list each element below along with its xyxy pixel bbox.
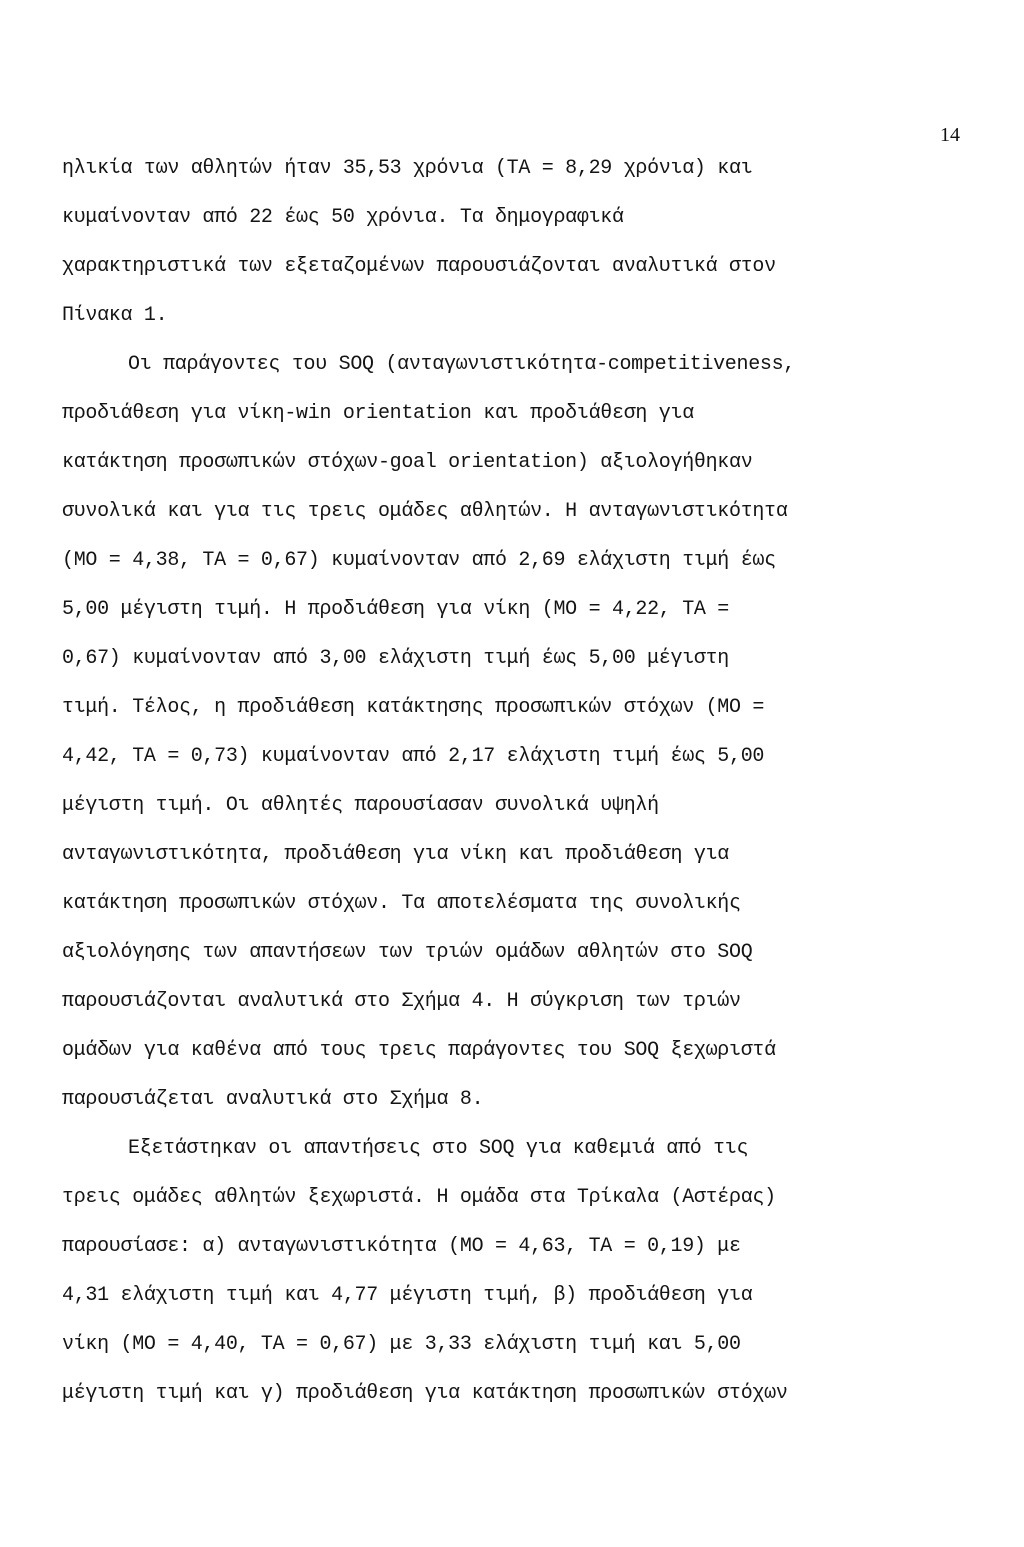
text-line: μέγιστη τιμή. Οι αθλητές παρουσίασαν συνολικά υψηλή bbox=[62, 794, 659, 817]
text-line: παρουσιάζονται αναλυτικά στο Σχήμα 4. Η σύγκριση των τριών bbox=[62, 990, 741, 1013]
text-line: παρουσιάζεται αναλυτικά στο Σχήμα 8. bbox=[62, 1088, 484, 1111]
text-line: Εξετάστηκαν οι απαντήσεις στο SOQ για καθεμιά από τις bbox=[128, 1137, 749, 1160]
text-line: 4,42, ΤΑ = 0,73) κυμαίνονταν από 2,17 ελάχιστη τιμή έως 5,00 bbox=[62, 745, 765, 768]
text-line: ομάδων για καθένα από τους τρεις παράγοντες του SOQ ξεχωριστά bbox=[62, 1039, 776, 1062]
text-line: 4,31 ελάχιστη τιμή και 4,77 μέγιστη τιμή, β) προδιάθεση για bbox=[62, 1284, 753, 1307]
text-line: κατάκτηση προσωπικών στόχων. Τα αποτελέσματα της συνολικής bbox=[62, 892, 741, 915]
text-line: προδιάθεση για νίκη-win orientation και προδιάθεση για bbox=[62, 402, 694, 425]
text-line: 5,00 μέγιστη τιμή. Η προδιάθεση για νίκη (ΜΟ = 4,22, ΤΑ = bbox=[62, 598, 730, 621]
text-line: ανταγωνιστικότητα, προδιάθεση για νίκη και προδιάθεση για bbox=[62, 843, 730, 866]
text-line: κατάκτηση προσωπικών στόχων-goal orientation) αξιολογήθηκαν bbox=[62, 451, 753, 474]
text-line: παρουσίασε: α) ανταγωνιστικότητα (ΜΟ = 4,63, ΤΑ = 0,19) με bbox=[62, 1235, 741, 1258]
text-line: χαρακτηριστικά των εξεταζομένων παρουσιάζονται αναλυτικά στον bbox=[62, 255, 776, 278]
text-line: (ΜΟ = 4,38, ΤΑ = 0,67) κυμαίνονταν από 2,69 ελάχιστη τιμή έως bbox=[62, 549, 776, 572]
paragraph-2 bbox=[62, 345, 962, 1129]
text-line: ηλικία των αθλητών ήταν 35,53 χρόνια (ΤΑ = 8,29 χρόνια) και bbox=[62, 157, 753, 180]
text-line: μέγιστη τιμή και γ) προδιάθεση για κατάκτηση προσωπικών στόχων bbox=[62, 1382, 788, 1405]
paragraph-3 bbox=[62, 1129, 962, 1423]
text-line: τρεις ομάδες αθλητών ξεχωριστά. Η ομάδα στα Τρίκαλα (Αστέρας) bbox=[62, 1186, 776, 1209]
text-line: αξιολόγησης των απαντήσεων των τριών ομάδων αθλητών στο SOQ bbox=[62, 941, 753, 964]
paragraph-1 bbox=[62, 149, 962, 345]
text-line: νίκη (ΜΟ = 4,40, ΤΑ = 0,67) με 3,33 ελάχιστη τιμή και 5,00 bbox=[62, 1333, 741, 1356]
text-line: Οι παράγοντες του SOQ (ανταγωνιστικότητα-competitiveness, bbox=[128, 353, 796, 376]
text-line: συνολικά και για τις τρεις ομάδες αθλητών. Η ανταγωνιστικότητα bbox=[62, 500, 788, 523]
page-number: 14 bbox=[940, 124, 960, 146]
text-line: τιμή. Τέλος, η προδιάθεση κατάκτησης προσωπικών στόχων (ΜΟ = bbox=[62, 696, 765, 719]
body-text bbox=[62, 149, 962, 1423]
text-line: 0,67) κυμαίνονταν από 3,00 ελάχιστη τιμή έως 5,00 μέγιστη bbox=[62, 647, 730, 670]
text-line: κυμαίνονταν από 22 έως 50 χρόνια. Τα δημογραφικά bbox=[62, 206, 624, 229]
text-line: Πίνακα 1. bbox=[62, 304, 168, 327]
